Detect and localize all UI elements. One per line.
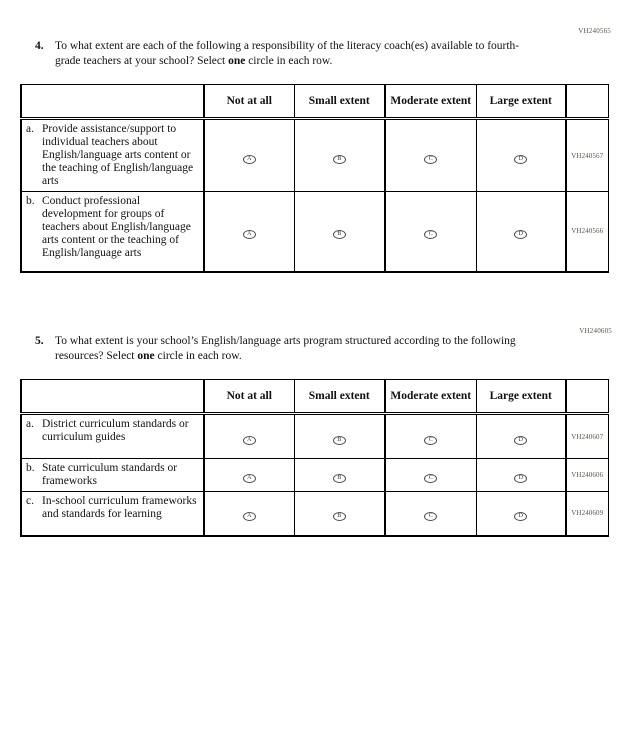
cell-small-extent [294, 414, 385, 459]
cell-moderate-extent [385, 119, 476, 192]
response-bubble-b[interactable]: B [333, 474, 346, 483]
cell-not-at-all [204, 492, 294, 536]
column-header-large-extent: Large extent [476, 380, 566, 414]
response-bubble-a[interactable]: A [243, 230, 256, 239]
response-bubble-d[interactable]: D [514, 155, 527, 164]
response-bubble-c[interactable]: C [424, 230, 437, 239]
response-bubble-b[interactable]: B [333, 512, 346, 521]
column-header-moderate-extent: Moderate extent [385, 85, 476, 119]
row-item-label [21, 119, 204, 192]
row-item-label [21, 492, 204, 536]
question-prompt-end: circle in each row. [245, 54, 333, 67]
column-header-small-extent: Small extent [294, 85, 385, 119]
table-row [21, 119, 608, 192]
response-bubble-b[interactable]: B [333, 155, 346, 164]
cell-not-at-all [204, 119, 294, 192]
response-bubble-b[interactable]: B [333, 436, 346, 445]
row-item-label [21, 459, 204, 492]
response-bubble-a[interactable]: A [243, 155, 256, 164]
question-number: 4. [35, 40, 44, 52]
row-letter: a. [26, 123, 34, 135]
cell-large-extent [476, 459, 566, 492]
question-text [35, 39, 543, 68]
cell-moderate-extent [385, 492, 476, 536]
cell-not-at-all [204, 192, 294, 272]
question-code: VH240605 [579, 327, 612, 335]
cell-moderate-extent [385, 459, 476, 492]
row-item-text: Conduct professional development for groups of teachers about English/language arts content or the teaching of English/language arts [42, 195, 191, 259]
column-header-not-at-all: Not at all [204, 85, 294, 119]
item-column-header [21, 380, 204, 414]
question-5-table [20, 379, 609, 537]
table-row [21, 459, 608, 492]
cell-moderate-extent [385, 192, 476, 272]
row-letter: a. [26, 418, 34, 430]
cell-large-extent [476, 492, 566, 536]
row-code: VH240609 [566, 492, 608, 536]
column-header-large-extent: Large extent [476, 85, 566, 119]
item-column-header [21, 85, 204, 119]
response-bubble-c[interactable]: C [424, 474, 437, 483]
row-letter: b. [26, 462, 35, 474]
question-prompt-start: To what extent are each of the following a responsibility of the literacy coach(es) available to fourth-grade teachers at your school? Select [55, 40, 520, 67]
column-header-moderate-extent: Moderate extent [385, 380, 476, 414]
question-prompt-bold: one [228, 54, 246, 67]
cell-small-extent [294, 119, 385, 192]
question-code: VH240565 [578, 27, 611, 35]
row-code: VH240607 [566, 414, 608, 459]
row-code: VH240606 [566, 459, 608, 492]
row-item-text: State curriculum standards or frameworks [42, 462, 178, 487]
column-header-small-extent: Small extent [294, 380, 385, 414]
table-row [21, 414, 608, 459]
cell-not-at-all [204, 459, 294, 492]
table-header-row [21, 380, 608, 414]
response-bubble-a[interactable]: A [243, 512, 256, 521]
response-bubble-d[interactable]: D [514, 230, 527, 239]
response-bubble-b[interactable]: B [333, 230, 346, 239]
table-header-row [21, 85, 608, 119]
row-item-text: Provide assistance/support to individual teachers about English/language arts content or the teaching of English/language arts [42, 123, 194, 187]
response-bubble-d[interactable]: D [514, 474, 527, 483]
table-row [21, 492, 608, 536]
row-letter: c. [26, 495, 34, 507]
row-item-label [21, 414, 204, 459]
cell-small-extent [294, 192, 385, 272]
question-4-table [20, 84, 609, 273]
response-bubble-a[interactable]: A [243, 436, 256, 445]
column-header-not-at-all: Not at all [204, 380, 294, 414]
question-prompt-end: circle in each row. [154, 349, 242, 362]
table-row [21, 192, 608, 272]
cell-large-extent [476, 414, 566, 459]
cell-small-extent [294, 459, 385, 492]
response-bubble-c[interactable]: C [424, 436, 437, 445]
question-prompt-bold: one [137, 349, 155, 362]
response-bubble-c[interactable]: C [424, 155, 437, 164]
row-letter: b. [26, 195, 35, 207]
question-text [35, 334, 543, 363]
row-code: VH240567 [566, 119, 608, 192]
code-column-header [566, 380, 608, 414]
response-bubble-d[interactable]: D [514, 512, 527, 521]
cell-moderate-extent [385, 414, 476, 459]
cell-not-at-all [204, 414, 294, 459]
cell-small-extent [294, 492, 385, 536]
code-column-header [566, 85, 608, 119]
response-bubble-a[interactable]: A [243, 474, 256, 483]
row-item-text: District curriculum standards or curriculum guides [42, 418, 189, 443]
row-item-label [21, 192, 204, 272]
response-bubble-c[interactable]: C [424, 512, 437, 521]
row-item-text: In-school curriculum frameworks and standards for learning [42, 495, 197, 520]
row-code: VH240566 [566, 192, 608, 272]
cell-large-extent [476, 192, 566, 272]
question-number: 5. [35, 335, 44, 347]
cell-large-extent [476, 119, 566, 192]
question-prompt-start: To what extent is your school’s English/language arts program structured according to the following resources? Select [55, 335, 516, 362]
response-bubble-d[interactable]: D [514, 436, 527, 445]
